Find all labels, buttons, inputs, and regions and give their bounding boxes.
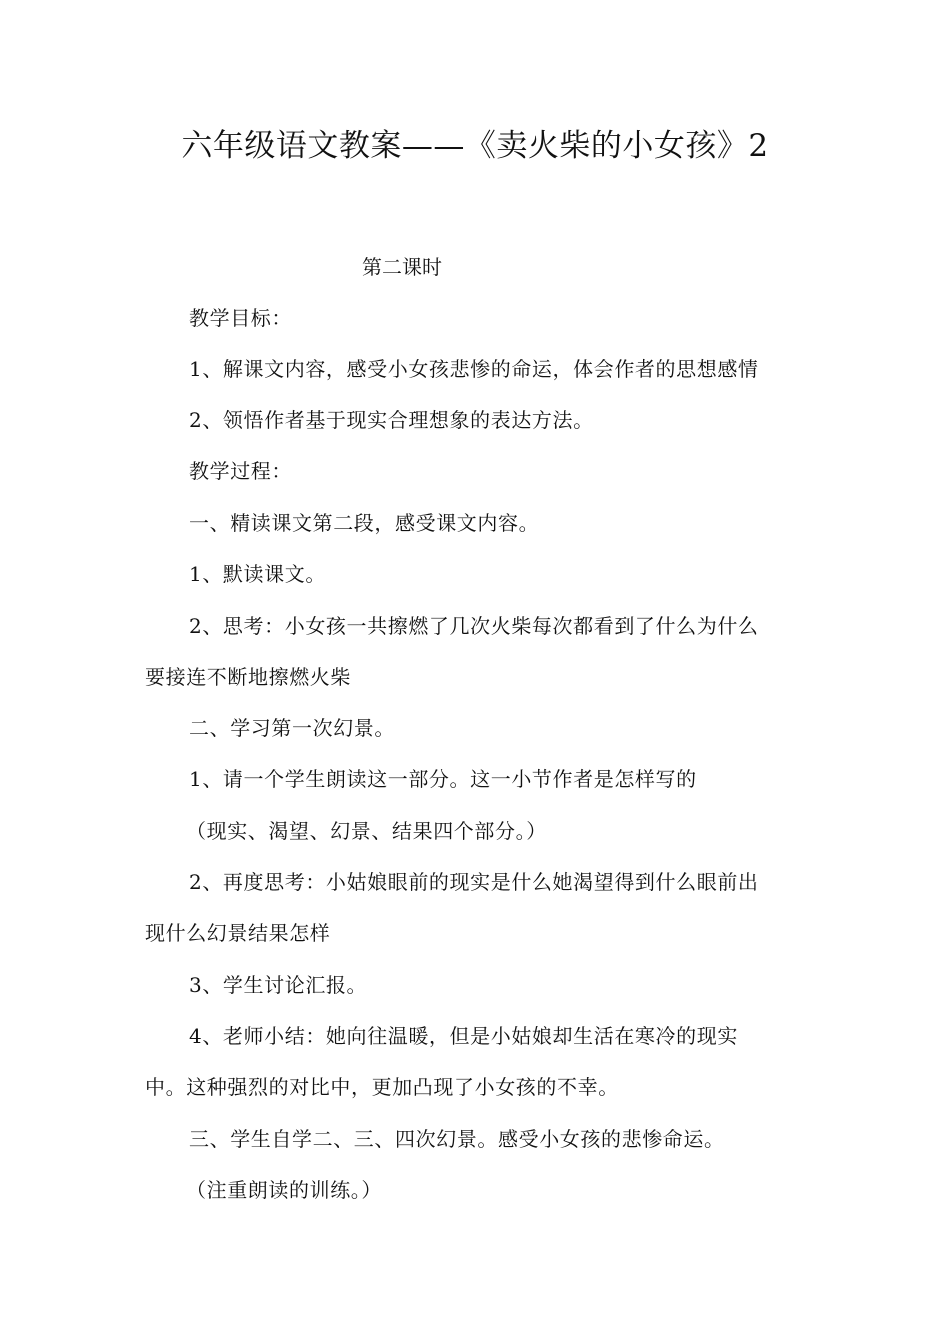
process-heading: 教学过程： [189, 459, 292, 483]
step-silent-reading: 1、默读课文。 [189, 562, 326, 586]
section-three-heading: 三、学生自学二、三、四次幻景。感受小女孩的悲惨命运。 [189, 1127, 725, 1151]
step-discussion: 3、学生讨论汇报。 [189, 973, 368, 997]
objective-1: 1、解课文内容，感受小女孩悲惨的命运，体会作者的思想感情 [189, 357, 759, 381]
section-one-heading: 一、精读课文第二段，感受课文内容。 [189, 511, 540, 535]
step-summary-continued: 中。这种强烈的对比中，更加凸现了小女孩的不幸。 [145, 1075, 619, 1099]
step-rethink-continued: 现什么幻景结果怎样 [145, 921, 331, 945]
objectives-heading: 教学目标： [189, 306, 292, 330]
step-read-aloud: 1、请一个学生朗读这一部分。这一小节作者是怎样写的 [189, 767, 697, 791]
step-rethink: 2、再度思考：小姑娘眼前的现实是什么她渴望得到什么眼前出 [189, 870, 759, 894]
document-title: 六年级语文教案——《卖火柴的小女孩》2 [181, 128, 769, 164]
step-think-continued: 要接连不断地擦燃火柴 [145, 665, 351, 689]
step-think: 2、思考：小女孩一共擦燃了几次火柴每次都看到了什么为什么 [189, 614, 759, 638]
section-two-heading: 二、学习第一次幻景。 [189, 716, 395, 740]
lesson-subtitle: 第二课时 [362, 255, 442, 279]
step-summary: 4、老师小结：她向往温暖，但是小姑娘却生活在寒冷的现实 [189, 1024, 738, 1048]
section-three-note: （注重朗读的训练。） [186, 1178, 382, 1202]
step-read-aloud-note: （现实、渴望、幻景、结果四个部分。） [186, 819, 547, 843]
objective-2: 2、领悟作者基于现实合理想象的表达方法。 [189, 408, 594, 432]
